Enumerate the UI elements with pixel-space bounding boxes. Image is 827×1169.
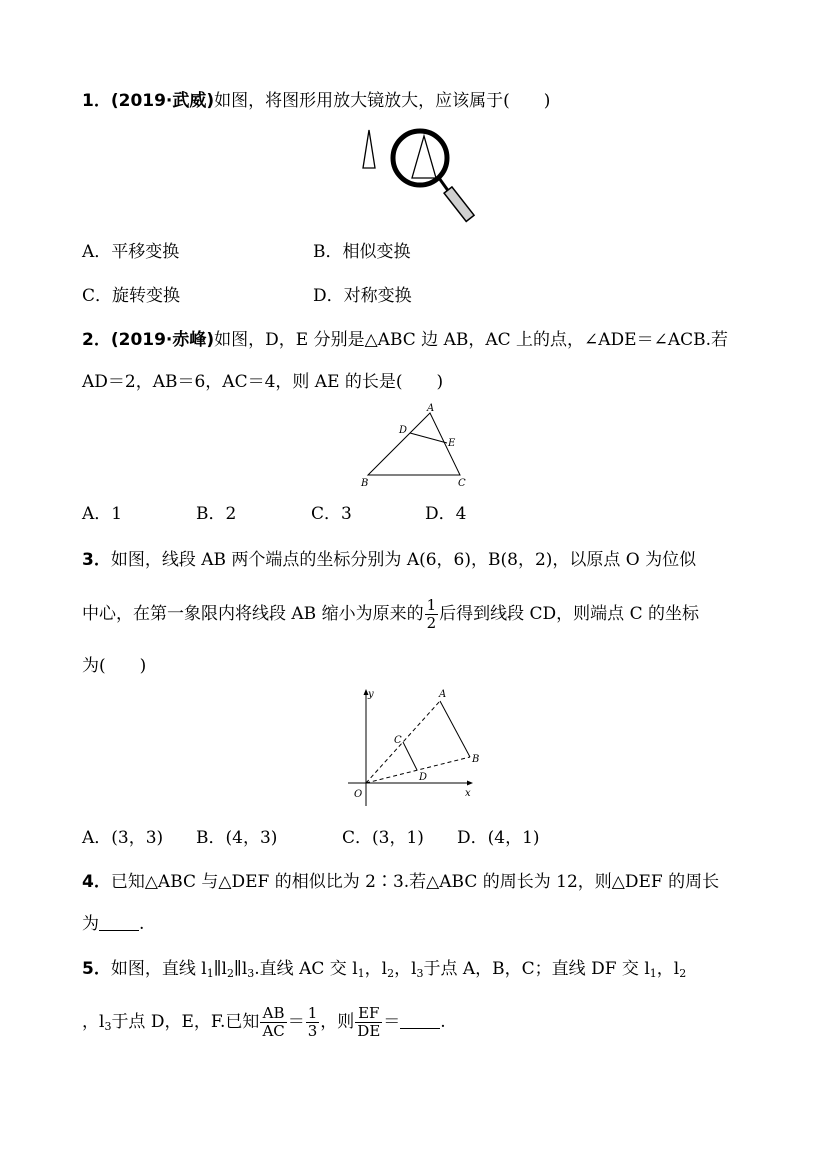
q3-text-2b: 后得到线段 CD，则端点 C 的坐标 bbox=[439, 604, 699, 624]
q5-stem-line2 bbox=[82, 1000, 446, 1044]
q3-stem-line1 bbox=[82, 549, 696, 571]
q4-text-1: 已知△ABC 与△DEF 的相似比为 2∶3.若△ABC 的周长为 12，则△DEF 的周长 bbox=[110, 872, 720, 892]
q3-stem-line3: 为( ) bbox=[82, 656, 147, 676]
q5-frac2-den: 3 bbox=[307, 1022, 318, 1040]
q3-text-2a: 中心，在第一象限内将线段 AB 缩小为原来的 bbox=[82, 604, 424, 624]
q1-option-d[interactable]: D．对称变换 bbox=[313, 286, 412, 306]
q5-text-g: ，则 bbox=[320, 1012, 355, 1032]
q4-answer-blank[interactable] bbox=[99, 914, 139, 931]
q3-option-c[interactable]: C．(3，1) bbox=[342, 828, 424, 848]
q5-text-a: 如图，直线 bbox=[110, 959, 202, 979]
q4-stem-line1 bbox=[82, 871, 719, 893]
q4-text-end: . bbox=[139, 914, 145, 934]
q5-text-f: 于点 D，E，F.已知 bbox=[111, 1012, 260, 1032]
q5-frac3-den: DE bbox=[357, 1022, 381, 1040]
q5-l1b: $l_1$ bbox=[352, 959, 365, 980]
label-o: O bbox=[354, 789, 363, 800]
label-d: D bbox=[399, 425, 408, 436]
label-e: E bbox=[448, 438, 456, 449]
q1-stem bbox=[82, 90, 550, 112]
segment-ab bbox=[440, 701, 470, 757]
q3-option-a[interactable]: A．(3，3) bbox=[82, 828, 164, 848]
x-axis-arrow bbox=[467, 781, 473, 786]
q2-option-c[interactable]: C．3 bbox=[311, 504, 352, 524]
q5-comma-4: ， bbox=[82, 1012, 99, 1032]
label-d: D bbox=[419, 772, 428, 783]
segment-cd bbox=[403, 742, 417, 770]
q5-l3b: $l_3$ bbox=[411, 959, 424, 980]
q5-answer-blank[interactable] bbox=[400, 1012, 440, 1029]
q5-l1c: $l_1$ bbox=[644, 959, 657, 980]
triangle-abc bbox=[368, 413, 460, 475]
q2-option-d[interactable]: D．4 bbox=[425, 504, 467, 524]
label-b: B bbox=[361, 478, 369, 488]
q1-text: 如图，将图形用放大镜放大，应该属于( ) bbox=[214, 91, 551, 111]
q2-number: 2． bbox=[82, 330, 111, 350]
q2-text-1: 如图，D，E 分别是△ABC 边 AB，AC 上的点，∠ADE＝∠ACB.若 bbox=[214, 330, 729, 350]
lens-ring bbox=[393, 131, 447, 185]
q3-fraction-half bbox=[425, 597, 439, 632]
q5-frac1-den: AC bbox=[262, 1022, 285, 1040]
q1-option-b[interactable]: B．相似变换 bbox=[313, 242, 411, 262]
q5-frac1-num: AB bbox=[260, 1005, 286, 1023]
q5-parallel-1: ∥ bbox=[213, 959, 222, 979]
label-a: A bbox=[427, 403, 435, 414]
q5-fraction-ef-de bbox=[355, 1005, 382, 1040]
q5-frac2-num: 1 bbox=[307, 1004, 318, 1022]
q5-equals-2: ＝ bbox=[383, 1012, 401, 1032]
dashed-ob bbox=[366, 757, 470, 783]
label-y: y bbox=[368, 689, 374, 700]
q3-coordinate-figure bbox=[343, 686, 483, 811]
q5-frac3-num: EF bbox=[355, 1005, 382, 1023]
segment-de bbox=[410, 433, 447, 443]
q4-text-2: 为 bbox=[82, 914, 99, 934]
q2-source: (2019·赤峰) bbox=[110, 330, 215, 350]
q5-l3c: $l_3$ bbox=[99, 1012, 112, 1033]
label-x: x bbox=[465, 788, 471, 799]
q2-option-b[interactable]: B．2 bbox=[196, 504, 237, 524]
q2-triangle-figure bbox=[358, 403, 478, 488]
q1-source: (2019·武威) bbox=[110, 91, 215, 111]
q5-l3: $l_3$ bbox=[241, 959, 255, 980]
q2-stem-line1 bbox=[82, 329, 728, 351]
q4-number: 4． bbox=[82, 872, 111, 892]
q3-text-1: 如图，线段 AB 两个端点的坐标分别为 A(6，6)，B(8，2)，以原点 O 为位似 bbox=[110, 550, 697, 570]
label-c: C bbox=[394, 735, 402, 746]
small-triangle bbox=[363, 130, 375, 168]
q5-fraction-one-third bbox=[306, 1005, 320, 1040]
q1-magnifier-figure bbox=[355, 128, 475, 228]
q5-text-end: . bbox=[440, 1012, 446, 1032]
q5-l2: $l_2$ bbox=[221, 959, 234, 980]
q5-number: 5． bbox=[82, 959, 111, 979]
label-c: C bbox=[458, 478, 466, 488]
q2-stem-line2: AD＝2，AB＝6，AC＝4，则 AE 的长是( ) bbox=[82, 372, 444, 392]
q3-number: 3． bbox=[82, 550, 111, 570]
q5-l1: $l_1$ bbox=[201, 959, 214, 980]
q5-comma-1: ， bbox=[364, 959, 382, 979]
q3-stem-line2 bbox=[82, 592, 699, 636]
q5-comma-2: ， bbox=[394, 959, 412, 979]
q5-stem-line1 bbox=[82, 958, 686, 980]
label-a: A bbox=[439, 689, 447, 700]
q5-comma-3: ， bbox=[656, 959, 674, 979]
q5-parallel-2: ∥ bbox=[233, 959, 242, 979]
q1-option-c[interactable]: C．旋转变换 bbox=[82, 286, 181, 306]
q1-number: 1． bbox=[82, 91, 111, 111]
q1-option-a[interactable]: A．平移变换 bbox=[82, 242, 180, 262]
q3-frac-num: 1 bbox=[426, 596, 437, 614]
q5-equals-1: ＝ bbox=[287, 1012, 305, 1032]
q3-frac-den: 2 bbox=[426, 614, 437, 632]
q5-fraction-ab-ac bbox=[260, 1005, 286, 1040]
q5-text-c: .直线 AC 交 bbox=[254, 959, 353, 979]
q3-option-d[interactable]: D．(4，1) bbox=[457, 828, 540, 848]
q5-l2c: $l_2$ bbox=[673, 959, 687, 980]
q3-option-b[interactable]: B．(4，3) bbox=[196, 828, 278, 848]
label-b: B bbox=[472, 754, 480, 765]
q5-l2b: $l_2$ bbox=[381, 959, 395, 980]
handle bbox=[444, 187, 474, 222]
q2-option-a[interactable]: A．1 bbox=[82, 504, 123, 524]
q5-text-d: 于点 A，B，C；直线 DF 交 bbox=[423, 959, 645, 979]
q4-stem-line2 bbox=[82, 913, 144, 935]
